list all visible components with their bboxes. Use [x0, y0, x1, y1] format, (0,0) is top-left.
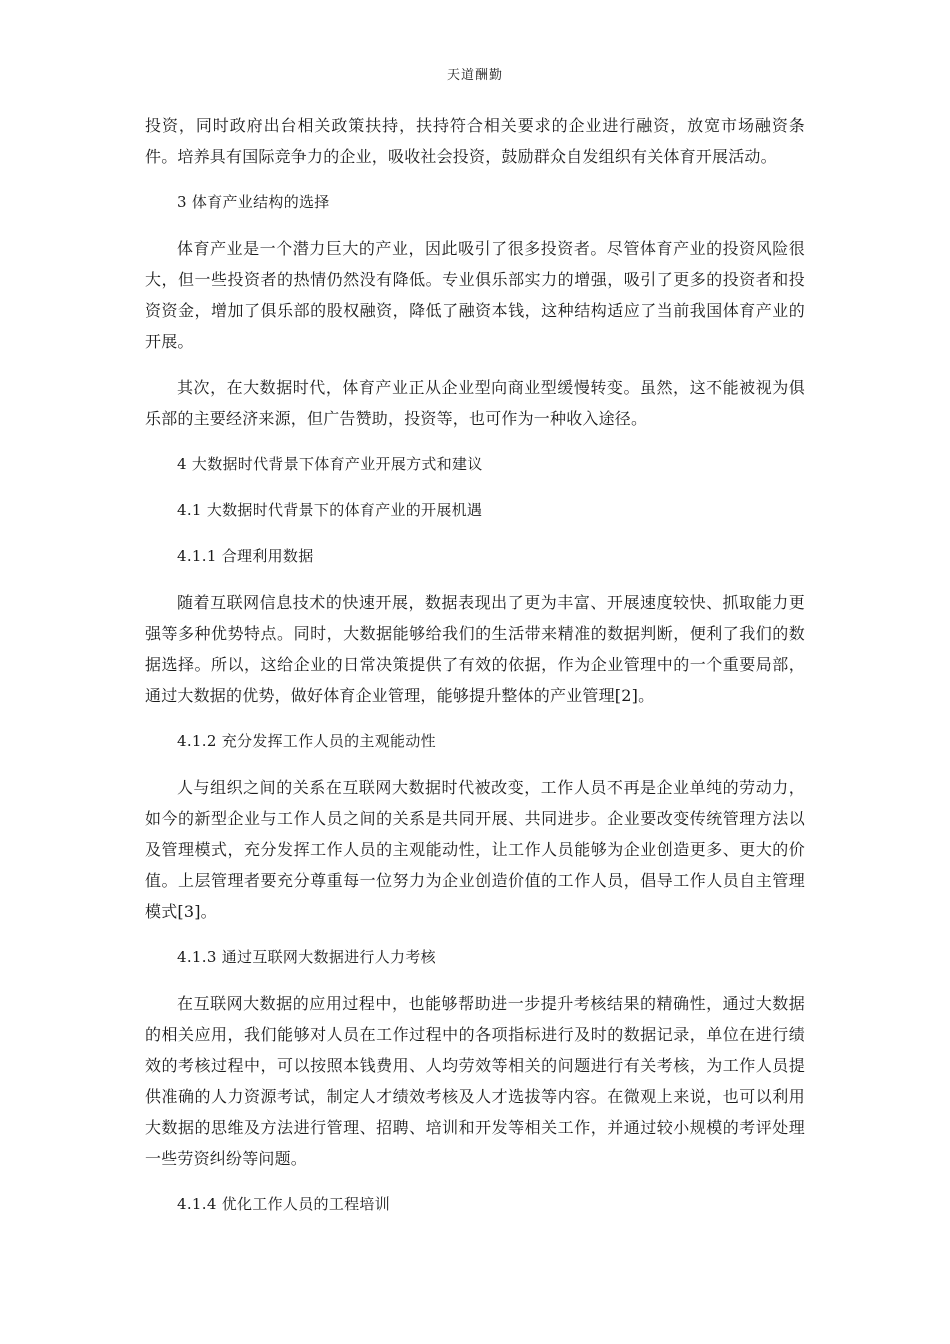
paragraph: 随着互联网信息技术的快速开展，数据表现出了更为丰富、开展速度较快、抓取能力更强等多种优势特点。同时，大数据能够给我们的生活带来精准的数据判断，便利了我们的数据选择。所以，这给企业的日常决策提供了有效的依据，作为企业管理中的一个重要局部，通过大数据的优势，做好体育企业管理，能够提升整体的产业管理[2]。: [145, 593, 805, 705]
section-heading-4-1: 4.1 大数据时代背景下的体育产业的开展机遇: [177, 501, 483, 519]
section-heading-4-1-1: 4.1.1 合理利用数据: [177, 547, 314, 565]
paragraph: 其次，在大数据时代，体育产业正从企业型向商业型缓慢转变。虽然，这不能被视为俱乐部的主要经济来源，但广告赞助，投资等，也可作为一种收入途径。: [145, 378, 805, 428]
paragraph: 体育产业是一个潜力巨大的产业，因此吸引了很多投资者。尽管体育产业的投资风险很大，但一些投资者的热情仍然没有降低。专业俱乐部实力的增强，吸引了更多的投资者和投资资金，增加了俱乐部的股权融资，降低了融资本钱，这种结构适应了当前我国体育产业的开展。: [145, 239, 805, 351]
section-heading-4: 4 大数据时代背景下体育产业开展方式和建议: [177, 455, 483, 473]
paragraph: 人与组织之间的关系在互联网大数据时代被改变，工作人员不再是企业单纯的劳动力，如今的新型企业与工作人员之间的关系是共同开展、共同进步。企业要改变传统管理方法以及管理模式，充分发挥工作人员的主观能动性，让工作人员能够为企业创造更多、更大的价值。上层管理者要充分尊重每一位努力为企业创造价值的工作人员，倡导工作人员自主管理模式[3]。: [145, 778, 805, 921]
page-header: 天道酬勤: [446, 68, 503, 83]
document-body: [145, 110, 805, 1235]
paragraph: 在互联网大数据的应用过程中，也能够帮助进一步提升考核结果的精确性，通过大数据的相关应用，我们能够对人员在工作过程中的各项指标进行及时的数据记录，单位在进行绩效的考核过程中，可以按照本钱费用、人均劳效等相关的问题进行有关考核，为工作人员提供准确的人力资源考试，制定人才绩效考核及人才选拔等内容。在微观上来说，也可以利用大数据的思维及方法进行管理、招聘、培训和开发等相关工作，并通过较小规模的考评处理一些劳资纠纷等问题。: [145, 994, 805, 1168]
section-heading-4-1-4: 4.1.4 优化工作人员的工程培训: [177, 1195, 391, 1213]
section-heading-4-1-2: 4.1.2 充分发挥工作人员的主观能动性: [177, 732, 436, 750]
paragraph-continued: 投资，同时政府出台相关政策扶持，扶持符合相关要求的企业进行融资，放宽市场融资条件。培养具有国际竞争力的企业，吸收社会投资，鼓励群众自发组织有关体育开展活动。: [145, 116, 805, 166]
section-heading-3: 3 体育产业结构的选择: [177, 193, 330, 211]
section-heading-4-1-3: 4.1.3 通过互联网大数据进行人力考核: [177, 948, 436, 966]
